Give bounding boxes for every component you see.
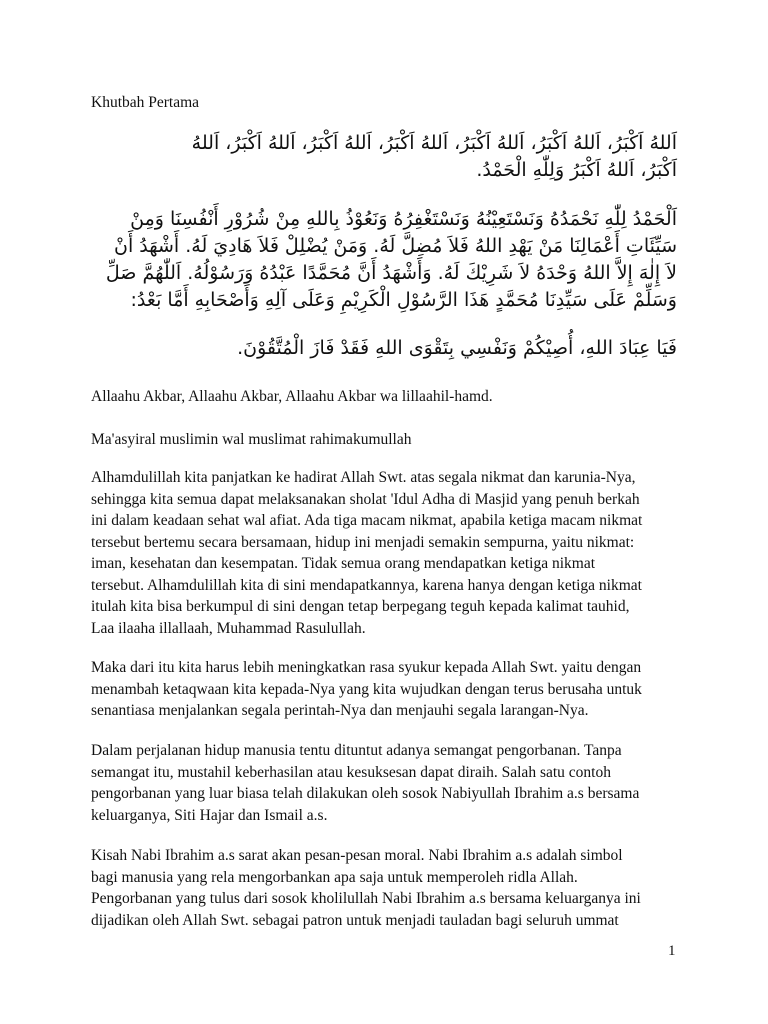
arabic-opening-block: [91, 206, 677, 314]
paragraph-line: tersebut bertemu secara bersamaan, hidup ini menjadi semakin sempurna, yaitu nikmat:: [91, 533, 635, 551]
arabic-line: لاَ إِلٰهَ إِلاَّ اللهُ وَحْدَهُ لاَ شَرِيْكَ لَهُ. وَأَشْهَدُ أَنَّ مُحَمَّدًا عَبْدُهُ وَرَسُوْلُهُ. اَللّٰهُمَّ صَلِّ: [105, 262, 677, 284]
arabic-taqwa-block: [91, 335, 677, 362]
paragraph-line: Allaahu Akbar, Allaahu Akbar, Allaahu Akbar wa lillaahil-hamd.: [91, 388, 493, 405]
paragraph-line: sehingga kita semua dapat melaksanakan sholat 'Idul Adha di Masjid yang penuh berkah: [91, 490, 640, 508]
paragraph-line: dijadikan oleh Allah Swt. sebagai patron untuk menjadi tauladan bagi seluruh ummat: [91, 911, 619, 929]
paragraph-taqwa: [91, 657, 681, 722]
paragraph-line: iman, kesehatan dan kesempatan. Tidak semua orang mendapatkan ketiga nikmat: [91, 555, 596, 572]
section-heading: Khutbah Pertama: [91, 94, 200, 111]
paragraph-line: menambah ketaqwaan kita kepada-Nya yang kita wujudkan dengan terus berusaha untuk: [91, 680, 642, 698]
arabic-line: اَللهُ اَكْبَرُ، اَللهُ اَكْبَرُ، اَللهُ اَكْبَرُ، اَللهُ اَكْبَرُ، اَللهُ اَكْبَرُ، اَللهُ اَكْبَرُ، اَللهُ: [191, 132, 677, 154]
paragraph-line: Ma'asyiral muslimin wal muslimat rahimakumullah: [91, 431, 412, 448]
paragraph-line: Maka dari itu kita harus lebih meningkatkan rasa syukur kepada Allah Swt. yaitu dengan: [91, 659, 642, 676]
paragraph-line: Alhamdulillah kita panjatkan ke hadirat Allah Swt. atas segala nikmat dan karunia-Nya,: [91, 469, 636, 486]
paragraph-line: bagi manusia yang rela mengorbankan apa saja untuk memperoleh ridla Allah.: [91, 868, 578, 886]
arabic-takbir-block: [91, 130, 677, 184]
arabic-line: اَكْبَرُ، اَللهُ اَكْبَرُ وَلِلّٰهِ الْحَمْدُ.: [476, 159, 677, 181]
arabic-line: وَسَلِّمْ عَلَى سَيِّدِنَا مُحَمَّدٍ هَذَا الرَّسُوْلِ الْكَرِيْمِ وَعَلَى آلِهِ وَأَصْحَابِهِ أَمَّا بَعْدُ:: [130, 289, 677, 311]
paragraph-line: senantiasa menjalankan segala perintah-Nya dan menjauhi segala larangan-Nya.: [91, 702, 589, 719]
paragraph-greeting: [91, 429, 681, 451]
paragraph-line: pengorbanan yang luar biasa telah dilakukan oleh sosok Nabiyullah Ibrahim a.s bersama: [91, 785, 640, 802]
arabic-line: سَيِّئَاتِ أَعْمَالِنَا مَنْ يَهْدِ اللهُ فَلاَ مُضِلَّ لَهُ. وَمَنْ يُضْلِلْ فَلاَ هَادِيَ لَهُ. أَشْهَدُ أَنْ: [114, 235, 677, 257]
page-number: 1: [668, 943, 676, 959]
paragraph-gratitude: [91, 467, 681, 639]
paragraph-sacrifice: [91, 740, 681, 826]
paragraph-line: Kisah Nabi Ibrahim a.s sarat akan pesan-pesan moral. Nabi Ibrahim a.s adalah simbol: [91, 847, 623, 864]
paragraph-takbir-transliteration: [91, 386, 681, 408]
paragraph-line: tersebut. Alhamdulillah kita di sini mendapatkannya, karena hanya dengan ketiga nikmat: [91, 576, 642, 594]
paragraph-line: keluarganya, Siti Hajar dan Ismail a.s.: [91, 806, 328, 824]
paragraph-line: ini dalam keadaan sehat wal afiat. Ada tiga macam nikmat, apabila ketiga macam nikmat: [91, 512, 643, 529]
paragraph-line: Laa ilaaha illallaah, Muhammad Rasulullah.: [91, 619, 366, 637]
paragraph-line: Pengorbanan yang tulus dari sosok kholilullah Nabi Ibrahim a.s bersama keluarganya ini: [91, 890, 641, 907]
paragraph-line: itulah kita bisa berkumpul di sini dengan tetap berpegang teguh kepada kalimat tauhid,: [91, 598, 630, 615]
paragraph-line: semangat itu, mustahil keberhasilan atau kesuksesan dapat diraih. Salah satu contoh: [91, 763, 611, 781]
arabic-line: فَيَا عِبَادَ اللهِ، أُصِيْكُمْ وَنَفْسِي بِتَقْوَى اللهِ فَقَدْ فَازَ الْمُتَّقُوْنَ.: [237, 337, 677, 359]
arabic-line: اَلْحَمْدُ لِلّٰهِ نَحْمَدُهُ وَنَسْتَعِيْنُهُ وَنَسْتَغْفِرُهُ وَنَعُوْذُ بِاللهِ مِنْ شُرُوْرِ أَنْفُسِنَا وَمِنْ: [130, 208, 677, 230]
paragraph-line: Dalam perjalanan hidup manusia tentu dituntut adanya semangat pengorbanan. Tanpa: [91, 742, 622, 759]
paragraph-ibrahim-story: [91, 845, 681, 931]
